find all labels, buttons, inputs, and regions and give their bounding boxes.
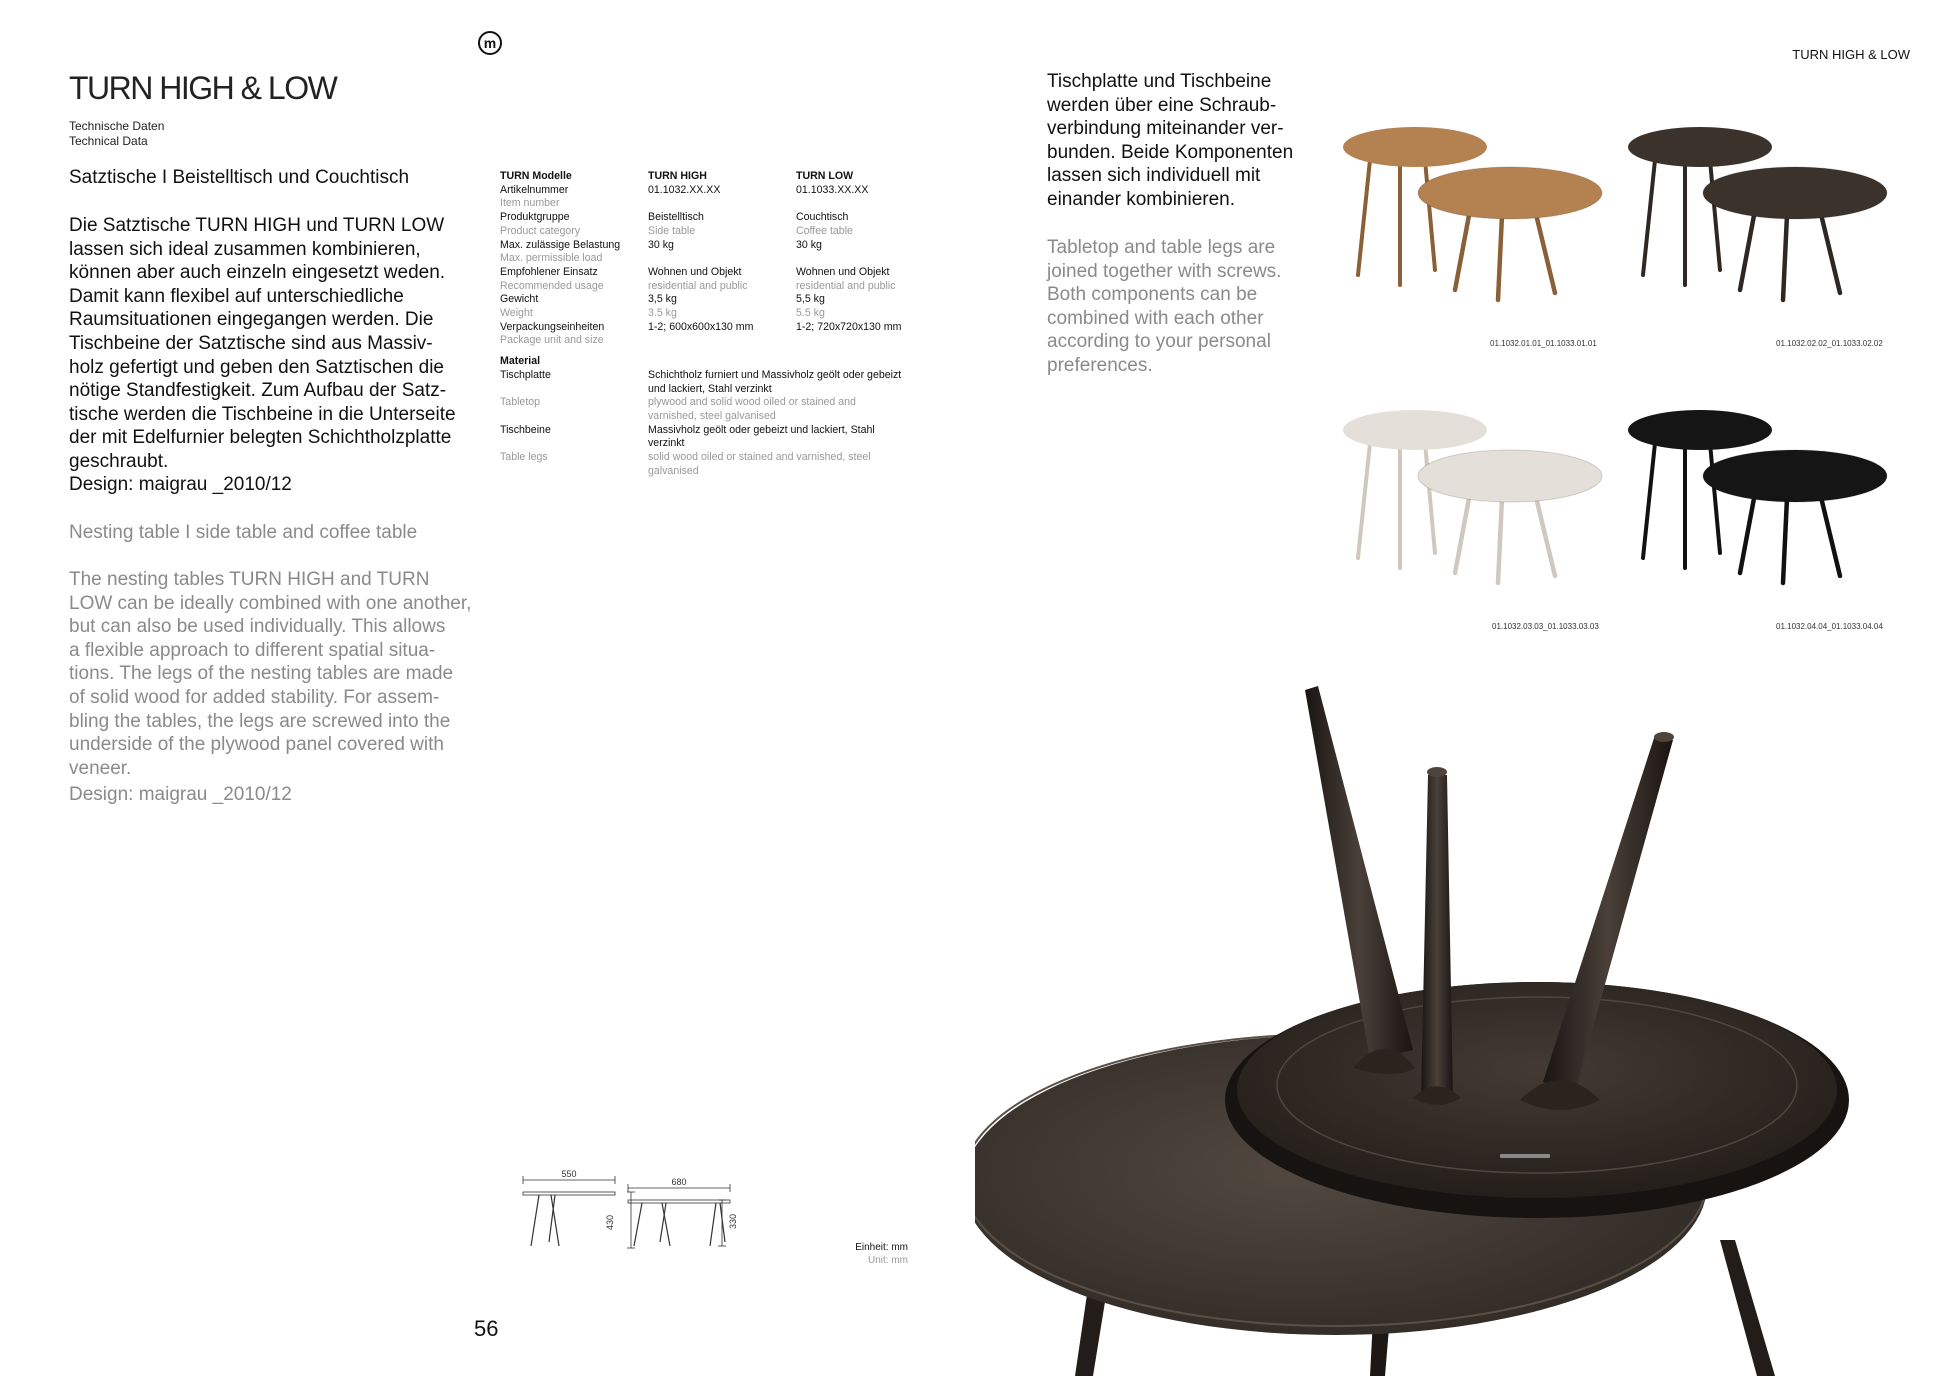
subtitle-en: Technical Data [69, 134, 148, 148]
table-leg [1740, 493, 1755, 573]
table-top-high [1343, 410, 1487, 450]
assembly-text-en: Tabletop and table legs are joined together with screws. Both components can be combined with each other according to your personal preferences. [1047, 237, 1282, 376]
dim-low-height: 330 [728, 1213, 738, 1229]
spec-row-weight: Gewicht Weight 3,5 kg 3.5 kg 5,5 kg 5.5 kg [500, 293, 825, 320]
table-leg [1783, 215, 1787, 300]
brand-logo: m [478, 31, 502, 55]
table-leg [1358, 443, 1370, 558]
spec-row-category: Produktgruppe Product category Beistelltisch Side table Couchtisch Coffee table [500, 211, 853, 237]
table-leg [1455, 493, 1470, 573]
variant-code-1: 01.1032.01.01_01.1033.01.01 [1490, 339, 1597, 348]
assembly-text-de: Tischplatte und Tischbeine werden über eine Schraub- verbindung miteinander ver- bunden. Beide Komponenten lassen sich individuell mit einander kombinieren. [1047, 71, 1294, 210]
table-leg [1358, 160, 1370, 275]
spec-row-package: Verpackungseinheiten Package unit and size 1-2; 600x600x130 mm 1-2; 720x720x130 mm [500, 320, 902, 347]
spec-table [500, 170, 920, 478]
table-leg [1498, 215, 1502, 300]
page-number: 56 [474, 1316, 499, 1341]
running-title: TURN HIGH & LOW [1792, 47, 1910, 62]
table-leg [1820, 493, 1840, 576]
table-top-high [1628, 410, 1772, 450]
spec-row-load: Max. zulässige Belastung Max. permissible load 30 kg 30 kg [500, 238, 822, 265]
table-leg [1535, 493, 1555, 576]
intro-heading-de: Satztische I Beistelltisch und Couchtisch [69, 167, 410, 188]
variant-image-1 [1330, 115, 1610, 315]
table-leg [1740, 210, 1755, 290]
variant-image-2 [1615, 115, 1895, 315]
spec-row-item-number: Artikelnummer Item number 01.1032.XX.XX 01.1033.XX.XX [500, 183, 869, 210]
hero-product-photo [975, 680, 1946, 1376]
dim-high-width: 550 [561, 1169, 577, 1179]
design-credit-en: Design: maigrau _2010/12 [69, 784, 292, 805]
table-leg [1425, 443, 1435, 553]
intro-body-en: The nesting tables TURN HIGH and TURN LOW can be ideally combined with one another, but can also be used individually. This allows a flexible approach to different spatial situa- tions. The legs of the nesting tables are made of solid wood for added stability. For assem- bling the tables, the legs are screwed into the underside of the plywood panel covered with veneer. [69, 569, 472, 779]
material-row-tabletop: Tischplatte Tabletop Schichtholz furniert und Massivholz geölt oder gebeizt und lackiert, Stahl verzinkt plywood and solid wood oiled or stained and varnished, steel galvanised [500, 368, 902, 422]
page-title: TURN HIGH & LOW [69, 70, 337, 106]
table-leg [1455, 210, 1470, 290]
unit-label-de: Einheit: mm [855, 1242, 908, 1253]
dimension-low-height [712, 1196, 742, 1256]
variant-image-4 [1615, 398, 1895, 598]
subtitle-de: Technische Daten [69, 119, 165, 133]
table-leg [1535, 210, 1555, 293]
material-label: Material [500, 355, 541, 368]
table-leg [1820, 210, 1840, 293]
material-row-legs: Tischbeine Table legs Massivholz geölt oder gebeizt und lackiert, Stahl verzinkt solid wood oiled or stained and varnished, steel galvanised [500, 423, 875, 477]
dim-high-height: 430 [605, 1214, 615, 1230]
table-leg [1783, 498, 1787, 583]
variant-code-3: 01.1032.03.03_01.1033.03.03 [1492, 622, 1599, 631]
table-leg [1710, 443, 1720, 553]
table-leg [1710, 160, 1720, 270]
table-leg [1643, 443, 1655, 558]
spec-row-usage: Empfohlener Einsatz Recommended usage Wohnen und Objekt residential and public Wohnen und Objekt residential and public [500, 265, 896, 292]
intro-heading-en: Nesting table I side table and coffee table [69, 522, 418, 543]
design-credit-de: Design: maigrau _2010/12 [69, 474, 292, 495]
variant-code-4: 01.1032.04.04_01.1033.04.04 [1776, 622, 1883, 631]
table-top-high [1343, 127, 1487, 167]
table-leg [1425, 160, 1435, 270]
variant-image-3 [1330, 398, 1610, 598]
table-top-high [1628, 127, 1772, 167]
variant-code-2: 01.1032.02.02_01.1033.02.02 [1776, 339, 1883, 348]
intro-body-de: Die Satztische TURN HIGH und TURN LOW lassen sich ideal zusammen kombinieren, können aber auch einzeln eingesetzt weden. Damit kann flexibel auf unterschiedliche Raumsituationen eingegangen werden. Die Tischbeine der Satztische sind aus Massiv- holz gefertigt und geben den Satztischen die nötige Standfestigkeit. Zum Aufbau der Satz- tische werden die Tischbeine in die Unterseite der mit Edelfurnier belegten Schichtholzplatte geschraubt. [69, 215, 456, 472]
dim-low-width: 680 [671, 1177, 687, 1187]
unit-label-en: Unit: mm [868, 1255, 908, 1266]
table-leg [1498, 498, 1502, 583]
table-leg [1643, 160, 1655, 275]
spec-header: TURN Modelle TURN HIGH TURN LOW [500, 170, 854, 182]
